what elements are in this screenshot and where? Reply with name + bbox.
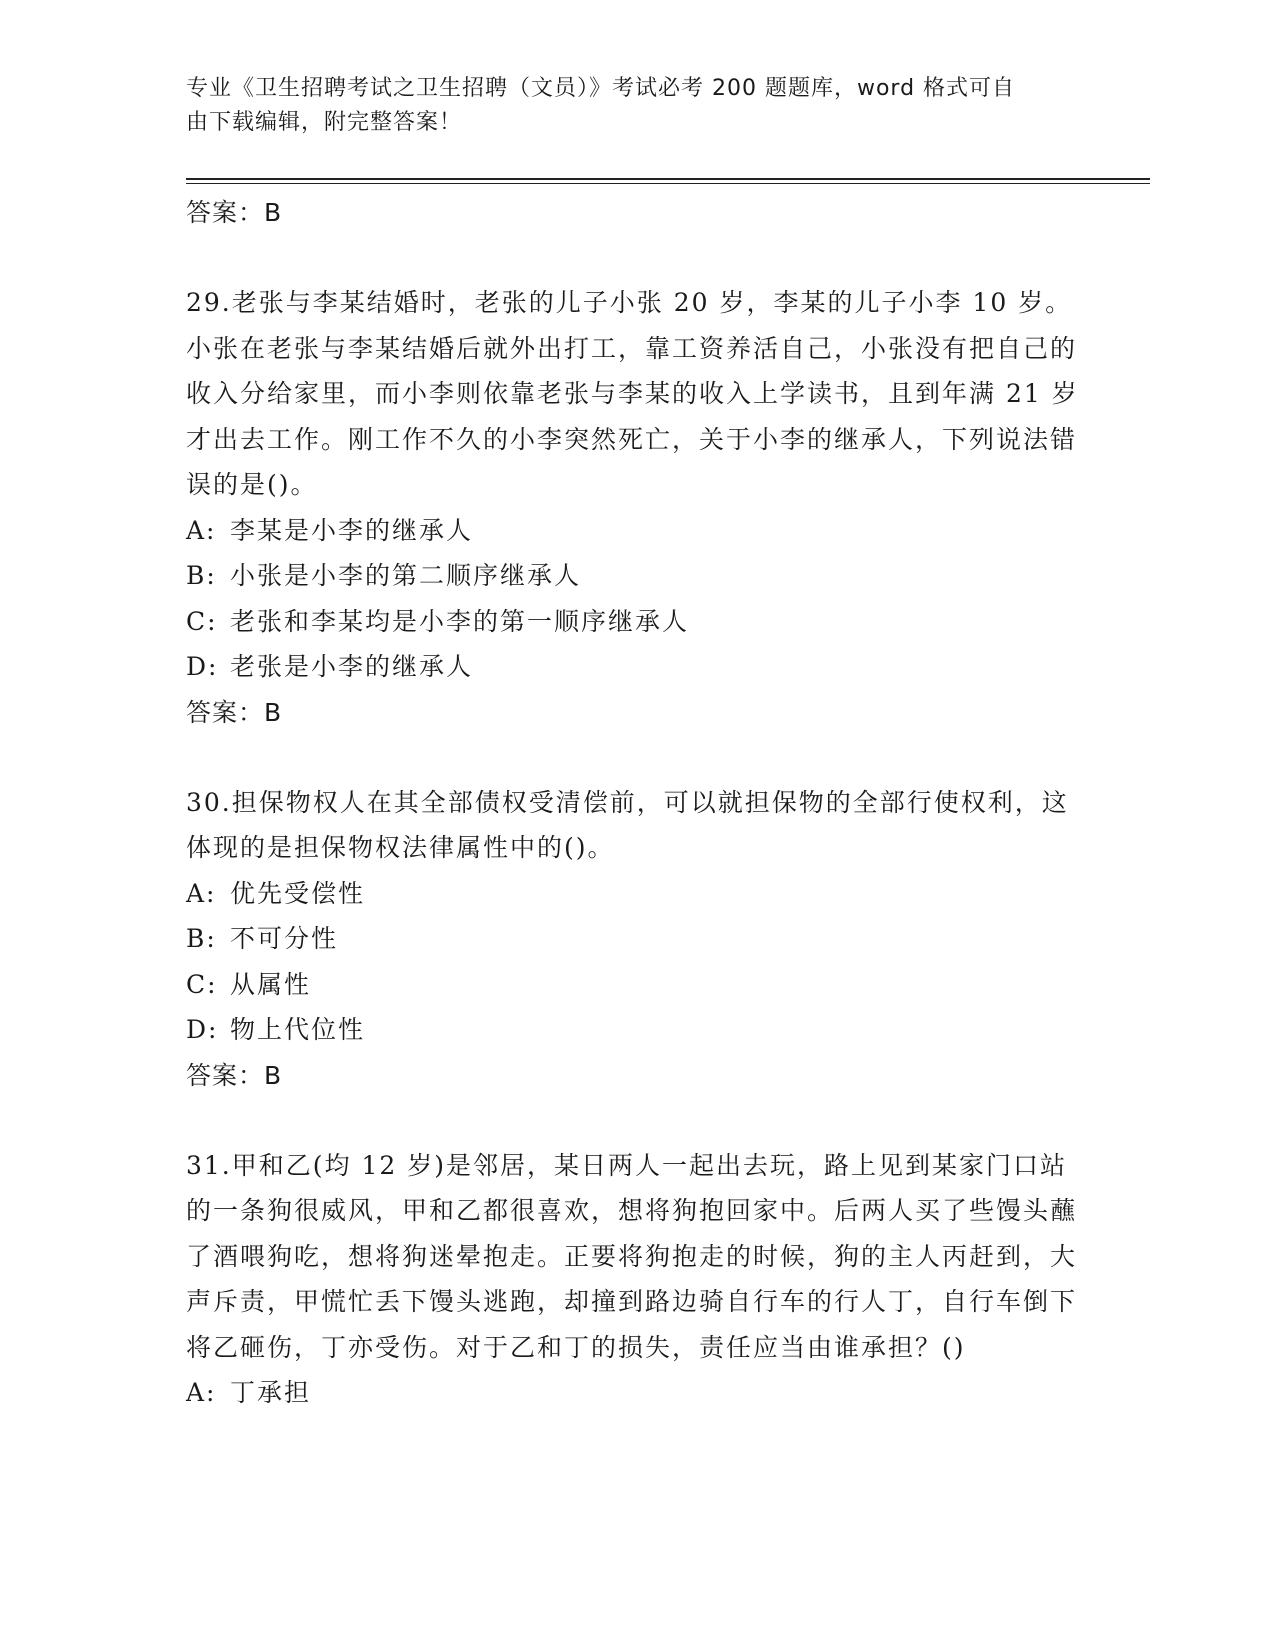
option-text: 老张和李某均是小李的第一顺序继承人	[230, 606, 690, 636]
option-d	[186, 1007, 1086, 1053]
question-stem: 31.甲和乙(均 12 岁)是邻居，某日两人一起出去玩，路上见到某家门口站的一条狗很威风，甲和乙都很喜欢，想将狗抱回家中。后两人买了些馒头蘸了酒喂狗吃，想将狗迷晕抱走。正要将狗抱走的时候，狗的主人丙赶到，大声斥责，甲慌忙丢下馒头逃跑，却撞到路边骑自行车的行人丁，自行车倒下将乙砸伤，丁亦受伤。对于乙和丁的损失，责任应当由谁承担？()	[186, 1150, 1078, 1362]
option-a	[186, 508, 1086, 554]
header-line-2: 由下载编辑，附完整答案！	[186, 110, 463, 135]
answer-line: 答案：B	[186, 198, 283, 227]
question-stem: 29.老张与李某结婚时，老张的儿子小张 20 岁，李某的儿子小李 10 岁。小张在老张与李某结婚后就外出打工，靠工资养活自己，小张没有把自己的收入分给家里，而小李则依靠老张与李某的收入上学读书，且到年满 21 岁才出去工作。刚工作不久的小李突然死亡，关于小李的继承人，下列说法错误的是()。	[186, 288, 1079, 499]
option-letter: A:	[186, 878, 217, 908]
option-text: 小张是小李的第二顺序继承人	[230, 561, 582, 590]
question-30	[186, 780, 1086, 1098]
option-text: 物上代位性	[230, 1015, 366, 1044]
option-a	[186, 871, 1086, 917]
document-header	[186, 72, 1066, 140]
option-b	[186, 553, 1086, 599]
option-a	[186, 1370, 1086, 1416]
header-rule-thin	[186, 183, 1150, 184]
option-letter: C:	[186, 969, 218, 999]
answer-line: 答案：B	[186, 1060, 283, 1090]
question-stem: 30.担保物权人在其全部债权受清偿前，可以就担保物的全部行使权利，这体现的是担保物权法律属性中的()。	[186, 787, 1069, 862]
option-letter: C:	[186, 606, 218, 636]
option-letter: B:	[186, 924, 217, 953]
option-d	[186, 644, 1086, 690]
question-list	[186, 190, 1086, 1416]
option-letter: D:	[186, 652, 219, 681]
option-b	[186, 916, 1086, 962]
option-text: 从属性	[230, 969, 312, 999]
option-letter: D:	[186, 1015, 219, 1044]
header-rule-thick	[186, 178, 1150, 180]
option-text: 老张是小李的继承人	[230, 652, 474, 681]
header-line-1: 专业《卫生招聘考试之卫生招聘（文员）》考试必考 200 题题库，word 格式可自	[186, 76, 1016, 101]
option-c	[186, 962, 1086, 1008]
option-text: 优先受偿性	[230, 878, 366, 908]
option-c	[186, 599, 1086, 645]
option-text: 丁承担	[230, 1378, 312, 1407]
option-text: 李某是小李的继承人	[230, 515, 474, 545]
question-31	[186, 1143, 1086, 1416]
option-letter: A:	[186, 515, 217, 545]
option-text: 不可分性	[230, 924, 339, 953]
option-letter: B:	[186, 561, 217, 590]
answer-line: 答案：B	[186, 697, 283, 727]
option-letter: A:	[186, 1378, 217, 1407]
question-29	[186, 280, 1086, 735]
